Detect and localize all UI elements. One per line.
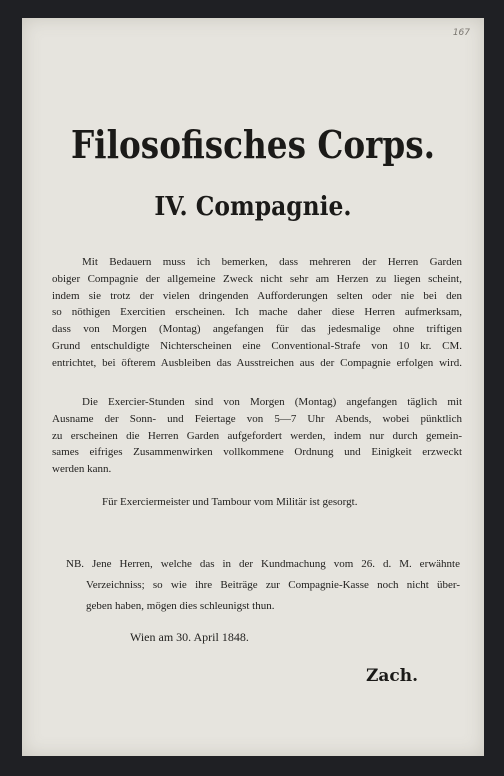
paragraph-notabene	[66, 554, 460, 617]
text-line: Für Exerciermeister und Tambour vom Militär ist gesorgt.	[102, 496, 358, 508]
text-line: Mit Bedauern muss ich bemerken, dass mehreren der Herren Garden	[82, 256, 462, 268]
poster-subtitle: IV. Compagnie.	[154, 192, 352, 222]
poster-title: Filosofisches Corps.	[70, 122, 436, 167]
text-line: Verzeichniss; so wie ihre Beiträge zur Compagnie-Kasse noch nicht über-	[86, 579, 460, 591]
poster-sheet	[22, 18, 484, 756]
text-line: so nöthigen Exercitien erscheinen. Ich mache daher diese Herren aufmerksam,	[52, 306, 462, 319]
archive-number: 167	[452, 28, 470, 38]
text-line: sames eifriges Zusammenwirken vollkommene Ordnung und Einigkeit erzweckt	[52, 446, 462, 459]
text-line: geben haben, mögen dies schleunigst thun.	[86, 600, 275, 612]
text-line: Die Exercier-Stunden sind von Morgen (Montag) angefangen täglich mit	[82, 396, 462, 408]
paragraph-announcement	[52, 254, 462, 372]
paragraph-instructors	[102, 494, 422, 511]
text-line: indem sie trotz der vielen dringenden Aufforderungen selten oder nie bei den	[52, 289, 462, 302]
text-line: zu erscheinen die Herren Garden aufgefordert werden, indem nur durch gemein-	[52, 429, 462, 442]
text-line: Grund entschuldigte Nichterscheinen eine Conventional-Strafe von 10 kr. CM.	[52, 339, 462, 352]
text-line: obiger Compagnie der allgemeine Zweck nicht sehr am Herzen zu liegen scheint,	[52, 272, 462, 285]
paragraph-exercise-hours	[52, 394, 462, 478]
date-line: Wien am 30. April 1848.	[130, 630, 249, 644]
text-line: Ausname der Sonn- und Feiertage von 5—7 Uhr Abends, wobei pünktlich	[52, 412, 462, 425]
text-line: dass von Morgen (Montag) angefangen für das jedesmalige ohne triftigen	[52, 323, 462, 336]
signature: Zach.	[366, 666, 419, 686]
text-line: entrichtet, bei öfterem Ausbleiben das Ausstreichen aus der Compagnie erfolgen wird.	[52, 356, 462, 369]
text-line: NB. Jene Herren, welche das in der Kundmachung vom 26. d. M. erwähnte	[66, 558, 460, 570]
text-line: werden kann.	[52, 463, 112, 476]
